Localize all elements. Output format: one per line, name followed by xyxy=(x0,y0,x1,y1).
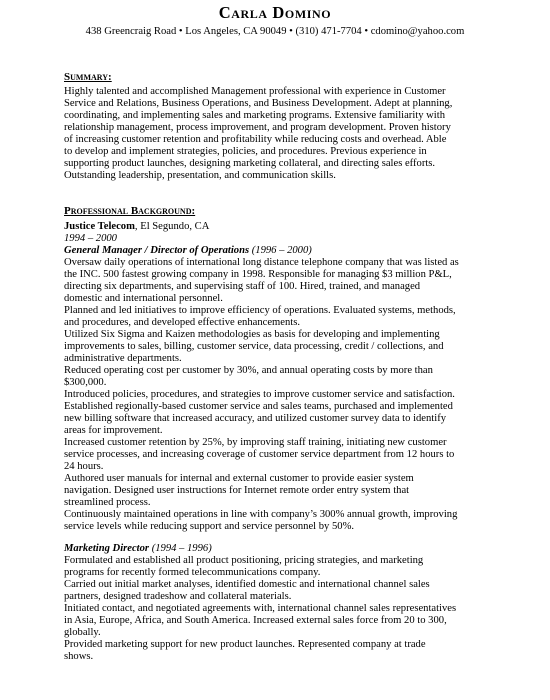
role-line: Established regionally-based customer service and sales teams, purchased and implemented xyxy=(64,401,453,412)
role-line: Introduced policies, procedures, and strategies to improve customer service and satisfaction. xyxy=(64,389,455,400)
summary-line: to develop and implement strategies, policies, and procedures. Previous experience in xyxy=(64,146,427,157)
summary-heading: Summary: xyxy=(64,71,112,83)
candidate-name: Carla Domino xyxy=(218,3,332,22)
summary-line: Service and Relations, Business Operations, and Business Development. Adept at planning, xyxy=(64,98,453,109)
role-line: Formulated and established all product positioning, pricing strategies, and marketing xyxy=(64,555,424,566)
role-line: improvements to sales, billing, customer service, data processing, credit / collections, and xyxy=(64,341,444,352)
company-dates: 1994 – 2000 xyxy=(64,233,117,244)
role-line: partners, designed tradeshow and collateral materials. xyxy=(64,591,292,602)
role-line: shows. xyxy=(64,651,94,662)
role-title-line xyxy=(64,543,212,555)
role-line: service levels while reducing support and service personnel by 50%. xyxy=(64,521,355,532)
summary-line: coordinating, and implementing sales and marketing programs. Extensive familiarity with xyxy=(64,110,445,121)
company-location: , El Segundo, CA xyxy=(134,221,210,232)
role-line: service processes, and increasing coverage of customer service department from 12 hours to xyxy=(64,449,455,460)
summary-line: of increasing customer retention and profitability while reducing costs and overhead. Able xyxy=(64,134,447,145)
role-line: Authored user manuals for internal and external customer to provide easier system xyxy=(64,473,414,484)
summary-line: relationship management, process improvement, and program development. Proven history xyxy=(64,122,451,133)
role-line: directing six departments, and supervising staff of 100. Hired, trained, and managed xyxy=(64,281,421,292)
role-line: in Asia, Europe, Africa, and South America. Increased external sales force from 20 to 300, xyxy=(64,615,447,626)
company-name: Justice Telecom xyxy=(64,221,135,232)
role-line: 24 hours. xyxy=(64,461,104,472)
summary-line: supporting product launches, designing marketing collateral, and directing sales efforts. xyxy=(64,158,436,169)
role-line: Continuously maintained operations in line with company’s 300% annual growth, improving xyxy=(64,509,458,520)
role-dates: (1994 – 1996) xyxy=(149,543,212,554)
summary-line: Highly talented and accomplished Management professional with experience in Customer xyxy=(64,86,446,97)
role-line: Provided marketing support for new product launches. Represented company at trade xyxy=(64,639,426,650)
role-title-line xyxy=(64,245,312,257)
role-line: $300,000. xyxy=(64,377,107,388)
role-line: the INC. 500 fastest growing company in 1998. Responsible for managing $3 million P&L, xyxy=(64,269,452,280)
role-line: Increased customer retention by 25%, by improving staff training, initiating new customer xyxy=(64,437,447,448)
role-title: General Manager / Director of Operations xyxy=(64,245,250,256)
role-line: streamlined process. xyxy=(64,497,151,508)
role-line: administrative departments. xyxy=(64,353,182,364)
role-line: areas for improvement. xyxy=(64,425,163,436)
role-line: Carried out initial market analyses, identified domestic and international channel sales xyxy=(64,579,430,590)
role-line: Utilized Six Sigma and Kaizen methodologies as basis for developing and implementing xyxy=(64,329,440,340)
role-line: Oversaw daily operations of international long distance telephone company that was listed as xyxy=(64,257,459,268)
role-line: Reduced operating cost per customer by 30%, and annual operating costs by more than xyxy=(64,365,433,376)
role-line: Planned and led initiatives to improve efficiency of operations. Evaluated systems, methods, xyxy=(64,305,456,316)
background-heading: Professional Background: xyxy=(64,205,196,217)
role-line: programs for recently formed telecommunications company. xyxy=(64,567,321,578)
contact-line: 438 Greencraig Road • Los Angeles, CA 90049 • (310) 471-7704 • cdomino@yahoo.com xyxy=(85,26,465,37)
role-dates: (1996 – 2000) xyxy=(249,245,312,256)
role-line: and procedures, and developed effective enhancements. xyxy=(64,317,300,328)
role-line: globally. xyxy=(64,627,101,638)
role-line: new billing software that increased accuracy, and utilized customer survey data to identify xyxy=(64,413,447,424)
company-line xyxy=(64,221,209,233)
role-line: navigation. Designed user instructions for Internet remote order entry system that xyxy=(64,485,410,496)
summary-line: Outstanding leadership, presentation, and communication skills. xyxy=(64,170,336,181)
role-line: domestic and international personnel. xyxy=(64,293,223,304)
role-title: Marketing Director xyxy=(64,543,150,554)
role-line: Initiated contact, and negotiated agreements with, international channel sales representatives xyxy=(64,603,457,614)
